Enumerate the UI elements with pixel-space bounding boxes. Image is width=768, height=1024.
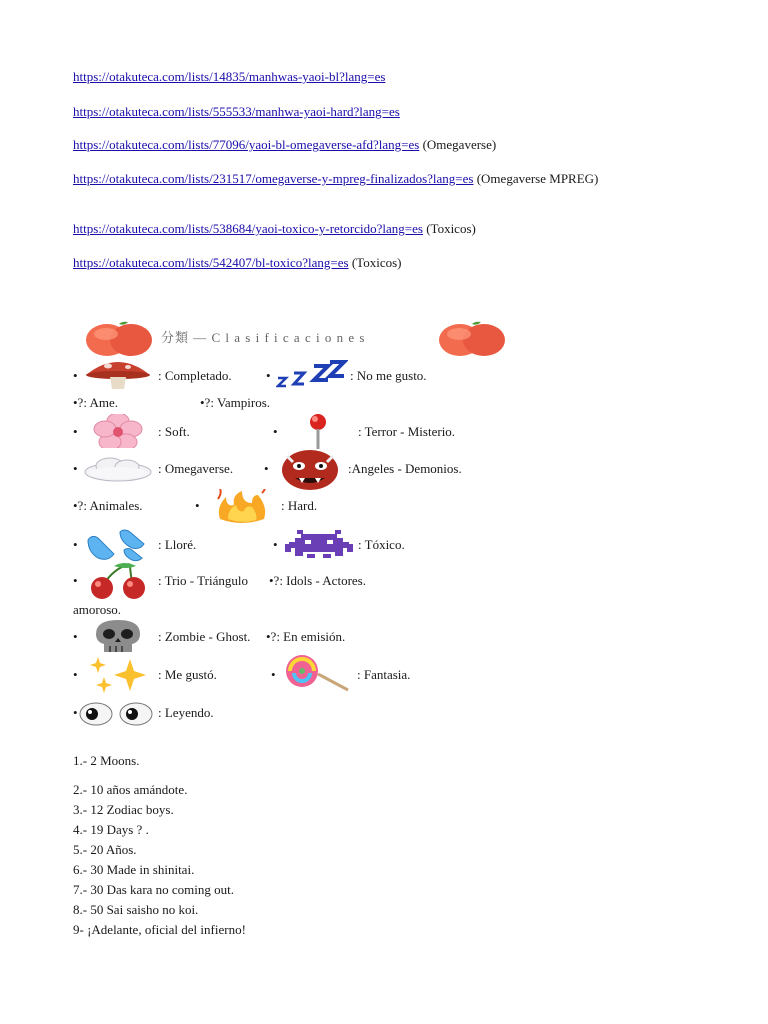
link-line-6 bbox=[73, 255, 401, 271]
sparkles-icon bbox=[84, 655, 154, 693]
list-link[interactable]: https://otakuteca.com/lists/542407/bl-toxico?lang=es bbox=[73, 255, 349, 270]
legend-no-me-gusto: : No me gusto. bbox=[350, 368, 427, 383]
pushpin-icon bbox=[300, 412, 336, 452]
bullet: • bbox=[195, 498, 200, 513]
legend-zombie: : Zombie - Ghost. bbox=[158, 629, 251, 644]
link-line-4 bbox=[73, 171, 673, 187]
alien-monster-icon bbox=[285, 530, 353, 558]
link-line-2 bbox=[73, 104, 400, 120]
bullet: • bbox=[273, 424, 278, 439]
link-note: (Omegaverse MPREG) bbox=[473, 171, 599, 186]
peach-icon bbox=[437, 318, 507, 358]
legend-omegaverse: : Omegaverse. bbox=[158, 461, 234, 476]
bullet: • bbox=[73, 424, 78, 439]
list-link[interactable]: https://otakuteca.com/lists/231517/omegaverse-y-mpreg-finalizados?lang=es bbox=[73, 171, 474, 186]
bullet: • bbox=[73, 705, 78, 720]
legend-completado: : Completado. bbox=[158, 368, 232, 383]
list-link[interactable]: https://otakuteca.com/lists/555533/manhwa-yaoi-hard?lang=es bbox=[73, 104, 400, 119]
fire-icon bbox=[212, 489, 272, 525]
legend-idols: •?: Idols - Actores. bbox=[269, 573, 366, 588]
peach-icon bbox=[84, 318, 154, 358]
bullet: • bbox=[73, 368, 78, 383]
legend-soft: : Soft. bbox=[158, 424, 190, 439]
legend-toxico: : Tóxico. bbox=[358, 537, 405, 552]
legend-llore: : Lloré. bbox=[158, 537, 197, 552]
legend-ame: •?: Ame. bbox=[73, 395, 118, 410]
list-item: 8.- 50 Sai saisho no koi. bbox=[73, 902, 199, 917]
link-line-5 bbox=[73, 221, 476, 237]
list-item: 6.- 30 Made in shinitai. bbox=[73, 862, 195, 877]
list-item: 5.- 20 Años. bbox=[73, 842, 137, 857]
lollipop-icon bbox=[280, 654, 352, 692]
classification-title: 分類 — C l a s i f i c a c i o n e s bbox=[161, 330, 366, 345]
legend-amoroso: amoroso. bbox=[73, 602, 122, 617]
list-link[interactable]: https://otakuteca.com/lists/538684/yaoi-toxico-y-retorcido?lang=es bbox=[73, 221, 423, 236]
legend-animales: •?: Animales. bbox=[73, 498, 143, 513]
mushroom-icon bbox=[82, 357, 154, 391]
sweat-droplets-icon bbox=[84, 528, 154, 562]
skull-icon bbox=[88, 620, 148, 654]
bullet: • bbox=[73, 461, 78, 476]
legend-fantasia: : Fantasia. bbox=[357, 667, 411, 682]
bullet: • bbox=[73, 573, 78, 588]
cherries-icon bbox=[84, 562, 154, 600]
cloud-icon bbox=[82, 455, 154, 483]
legend-angeles: :Angeles - Demonios. bbox=[348, 461, 462, 476]
bullet: • bbox=[266, 368, 271, 383]
list-item: 9- ¡Adelante, oficial del infierno! bbox=[73, 922, 246, 937]
bullet: • bbox=[273, 537, 278, 552]
list-link[interactable]: https://otakuteca.com/lists/14835/manhwas-yaoi-bl?lang=es bbox=[73, 69, 386, 84]
link-note: (Toxicos) bbox=[348, 255, 402, 270]
eyes-icon bbox=[78, 700, 156, 728]
link-line-3 bbox=[73, 137, 496, 153]
list-item: 4.- 19 Days ? . bbox=[73, 822, 149, 837]
legend-terror: : Terror - Misterio. bbox=[358, 424, 456, 439]
list-link[interactable]: https://otakuteca.com/lists/77096/yaoi-bl-omegaverse-afd?lang=es bbox=[73, 137, 420, 152]
cherry-blossom-icon bbox=[82, 414, 154, 448]
list-item: 7.- 30 Das kara no coming out. bbox=[73, 882, 235, 897]
link-note: (Omegaverse) bbox=[419, 137, 497, 152]
legend-leyendo: : Leyendo. bbox=[158, 705, 214, 720]
list-item: 2.- 10 años amándote. bbox=[73, 782, 188, 797]
zzz-icon bbox=[276, 360, 348, 388]
bullet: • bbox=[73, 667, 78, 682]
bullet: • bbox=[73, 537, 78, 552]
bullet: • bbox=[271, 667, 276, 682]
legend-emision: •?: En emisión. bbox=[266, 629, 346, 644]
list-item: 1.- 2 Moons. bbox=[73, 753, 140, 768]
ogre-icon bbox=[275, 448, 345, 492]
legend-me-gusto: : Me gustó. bbox=[158, 667, 217, 682]
legend-trio: : Trio - Triángulo bbox=[158, 573, 248, 588]
bullet: • bbox=[264, 461, 269, 476]
link-line-1 bbox=[73, 69, 385, 85]
legend-hard: : Hard. bbox=[281, 498, 318, 513]
legend-vampiros: •?: Vampiros. bbox=[200, 395, 271, 410]
bullet: • bbox=[73, 629, 78, 644]
link-note: (Toxicos) bbox=[422, 221, 476, 236]
list-item: 3.- 12 Zodiac boys. bbox=[73, 802, 174, 817]
